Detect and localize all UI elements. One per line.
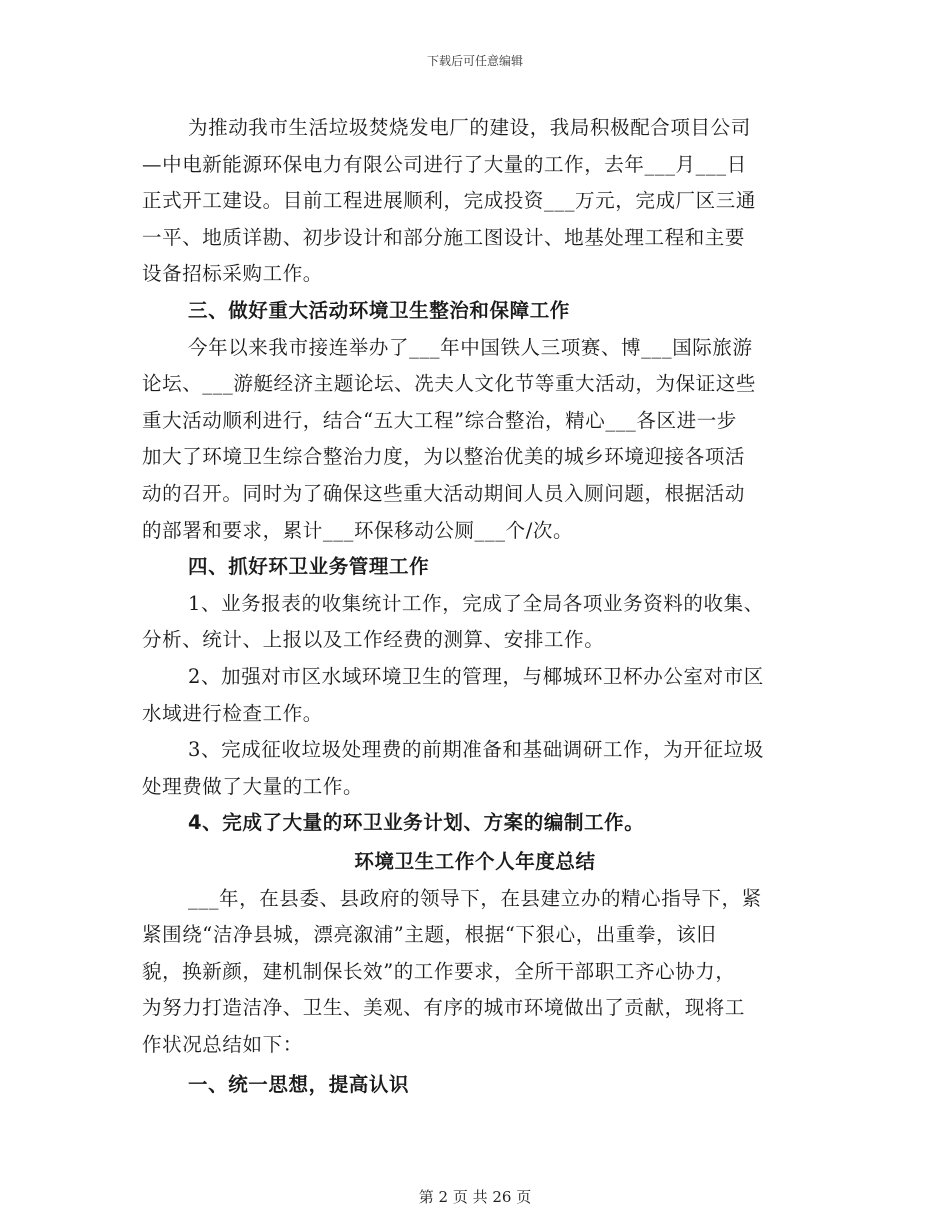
- paragraph-line: 3、完成征收垃圾处理费的前期准备和基础调研工作，为开征垃圾: [188, 738, 764, 761]
- paragraph-line: 重大活动顺利进行，结合“五大工程”综合整治，精心___各区进一步: [142, 409, 737, 432]
- paragraph-line: 加大了环境卫生综合整治力度，为以整治优美的城乡环境迎接各项活: [142, 445, 746, 468]
- section-heading: 4、完成了大量的环卫业务计划、方案的编制工作。: [188, 811, 645, 834]
- paragraph-line: 一平、地质详勘、初步设计和部分施工图设计、地基处理工程和主要: [142, 226, 746, 249]
- paragraph-line: 2、加强对市区水域环境卫生的管理，与椰城环卫杯办公室对市区: [188, 665, 764, 688]
- section-heading: 四、抓好环卫业务管理工作: [188, 555, 430, 578]
- paragraph-line: 今年以来我市接连举办了___年中国铁人三项赛、博___国际旅游: [188, 336, 753, 359]
- section-heading: 三、做好重大活动环境卫生整治和保障工作: [188, 299, 570, 322]
- paragraph-line: 的部署和要求，累计___环保移动公厕___个/次。: [142, 519, 574, 542]
- section-heading: 一、统一思想，提高认识: [188, 1073, 410, 1096]
- paragraph-line: 紧围绕“洁净县城，漂亮溆浦”主题，根据“下狠心，出重拳，该旧: [142, 923, 717, 946]
- page-footer: 第 2 页 共 26 页: [418, 1188, 532, 1206]
- paragraph-line: ___年，在县委、县政府的领导下，在县建立办的精心指导下，紧: [188, 887, 762, 910]
- paragraph-line: 正式开工建设。目前工程进展顺利，完成投资___万元，完成厂区三通: [142, 189, 756, 212]
- paragraph-line: 1、业务报表的收集统计工作，完成了全局各项业务资料的收集、: [188, 592, 764, 615]
- paragraph-line: 为推动我市生活垃圾焚烧发电厂的建设，我局积极配合项目公司: [188, 116, 751, 139]
- paragraph-line: 貌，换新颜，建机制保长效”的工作要求，全所干部职工齐心协力，: [142, 960, 736, 983]
- paragraph-line: 水域进行检查工作。: [142, 702, 323, 725]
- paragraph-line: 分析、统计、上报以及工作经费的测算、安排工作。: [142, 628, 605, 651]
- paragraph-line: 动的召开。同时为了确保这些重大活动期间人员入厕问题，根据活动: [142, 482, 746, 505]
- page-header: 下载后可任意编辑: [426, 54, 523, 68]
- paragraph-line: 处理费做了大量的工作。: [142, 775, 364, 798]
- paragraph-line: 为努力打造洁净、卫生、美观、有序的城市环境做出了贡献，现将工: [142, 996, 746, 1019]
- paragraph-line: —中电新能源环保电力有限公司进行了大量的工作，去年___月___日: [142, 153, 747, 176]
- paragraph-line: 设备招标采购工作。: [142, 262, 323, 285]
- paragraph-line: 论坛、___游艇经济主题论坛、冼夫人文化节等重大活动，为保证这些: [142, 372, 756, 395]
- document-title: 环境卫生工作个人年度总结: [354, 850, 596, 873]
- paragraph-line: 作状况总结如下：: [142, 1033, 303, 1056]
